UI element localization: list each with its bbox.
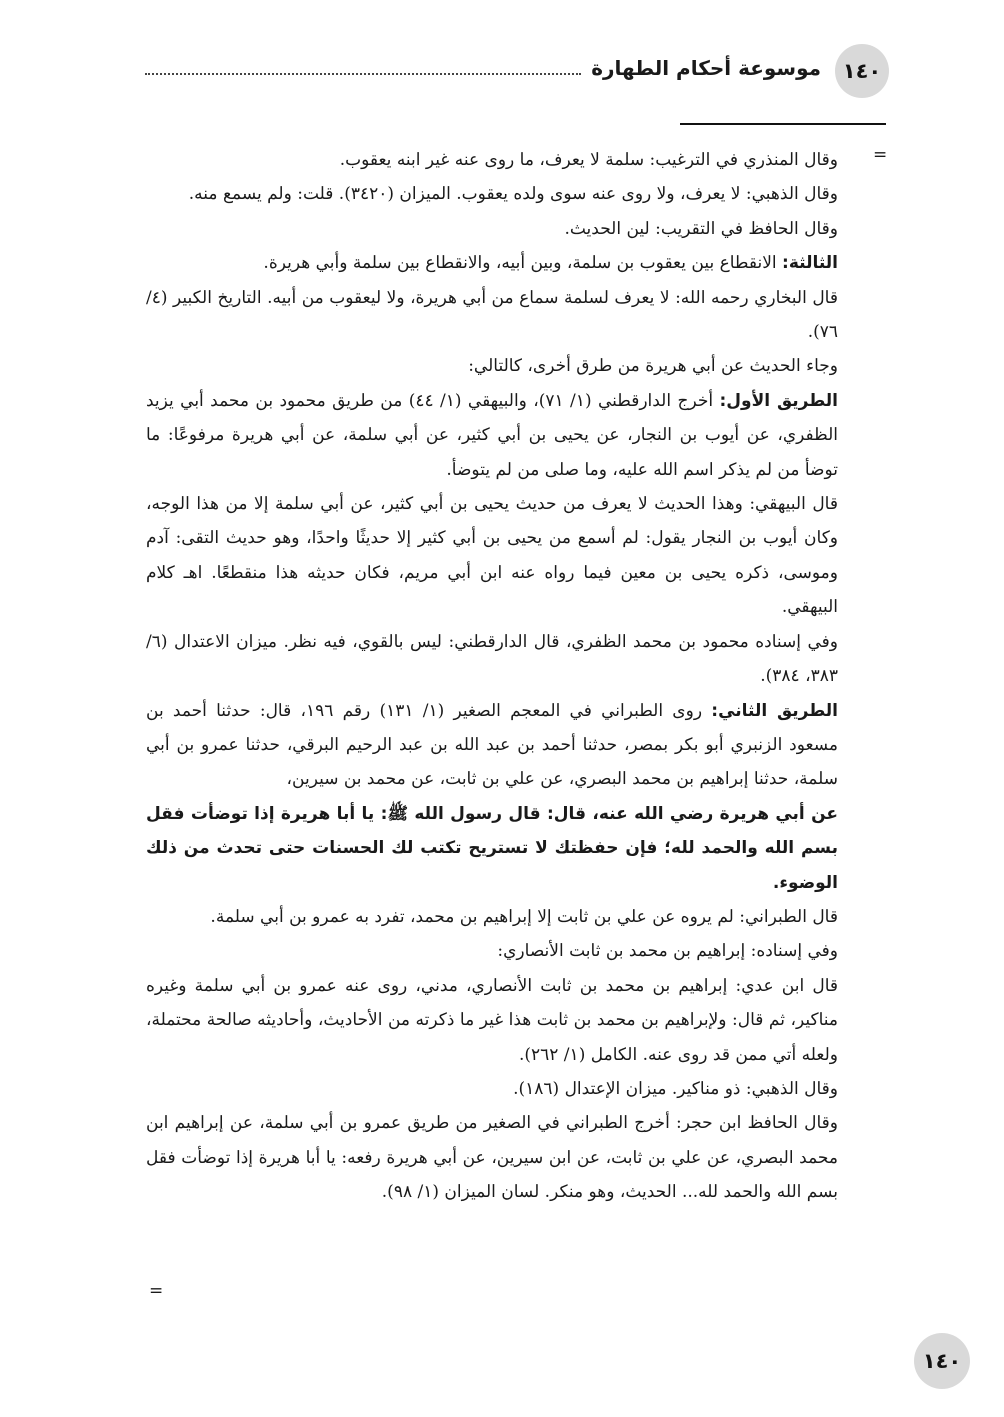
paragraph-text: قال الطبراني: لم يروه عن علي بن ثابت إلا إبراهيم بن محمد، تفرد به عمرو بن أبي سلمة. xyxy=(210,906,838,927)
paragraph xyxy=(146,694,838,797)
footer-page-number: ١٤٠ xyxy=(922,1349,962,1373)
paragraph-text: وقال الحافظ في التقريب: لين الحديث. xyxy=(564,218,838,239)
paragraph xyxy=(146,384,838,487)
running-header xyxy=(145,48,831,88)
paragraph xyxy=(146,177,838,211)
paragraph xyxy=(146,625,838,694)
paragraph xyxy=(146,900,838,934)
paragraph xyxy=(146,212,838,246)
paragraph-text: وقال الذهبي: ذو مناكير. ميزان الإعتدال (١٨٦). xyxy=(513,1078,838,1099)
paragraph-text: الانقطاع بين يعقوب بن سلمة، وبين أبيه، والانقطاع بين سلمة وأبي هريرة. xyxy=(263,253,783,274)
footnote-separator-rule xyxy=(680,123,886,125)
paragraph-text: أخرج الدارقطني (١/ ٧١)، والبيهقي (١/ ٤٤) من طريق محمود بن محمد أبي يزيد الظفري، عن أيوب بن النجار، عن يحيى بن أبي كثير، عن أبي سلمة، عن أبي هريرة مرفوعًا: ما توضأ من لم يذكر اسم الله عليه، وما صلى من لم يتوضأ. xyxy=(146,390,838,480)
footer-page-number-badge xyxy=(914,1333,970,1389)
paragraph-lead: الطريق الأول: xyxy=(719,390,838,411)
paragraph-text: قال البخاري رحمه الله: لا يعرف لسلمة سماع من أبي هريرة، ولا ليعقوب من أبيه. التاريخ الكبير (٤/ ٧٦). xyxy=(146,287,838,343)
continuation-mark-start: = xyxy=(873,145,888,165)
paragraph xyxy=(146,281,838,350)
paragraph xyxy=(146,487,838,625)
paragraph xyxy=(146,934,838,968)
paragraph-lead: الطريق الثاني: xyxy=(711,700,838,721)
paragraph-text: روى الطبراني في المعجم الصغير (١/ ١٣١) رقم ١٩٦، قال: حدثنا أحمد بن مسعود الزنبري أبو بكر بمصر، حدثنا أحمد بن عبد الله بن عبد الرحيم البرقي، حدثنا عمرو بن أبي سلمة، حدثنا إبراهيم بن محمد البصري، عن علي بن ثابت، عن محمد بن سيرين، xyxy=(146,700,838,790)
paragraph xyxy=(146,246,838,280)
footnote-body xyxy=(146,143,838,1313)
paragraph xyxy=(146,349,838,383)
paragraph-text: وفي إسناده محمود بن محمد الظفري، قال الدارقطني: ليس بالقوي، فيه نظر. ميزان الاعتدال (٦/ ٣٨٣، ٣٨٤). xyxy=(146,631,838,687)
paragraph-lead: عن أبي هريرة رضي الله عنه، قال: قال رسول الله ﷺ: يا أبا هريرة إذا توضأت فقل بسم الله والحمد لله؛ فإن حفظتك لا تستريح تكتب لك الحسنات حتى تحدث من ذلك الوضوء. xyxy=(146,803,838,893)
paragraph xyxy=(146,797,838,900)
paragraph xyxy=(146,143,838,177)
paragraph xyxy=(146,969,838,1072)
paragraph-lead: الثالثة: xyxy=(782,253,838,274)
page-number: ١٤٠ xyxy=(842,59,882,83)
paragraph-text: قال ابن عدي: إبراهيم بن محمد بن ثابت الأنصاري، مدني، روى عنه عمرو بن أبي سلمة وغيره مناكير، ثم قال: ولإبراهيم بن محمد بن ثابت هذا غير ما ذكرته من الأحاديث، وأحاديثه صالحة محتملة، ولعله أتي ممن قد روى عنه. الكامل (١/ ٢٦٢). xyxy=(146,975,838,1065)
paragraph-text: وفي إسناده: إبراهيم بن محمد بن ثابت الأنصاري: xyxy=(497,941,838,962)
paragraph-text: وقال الذهبي: لا يعرف، ولا روى عنه سوى ولده يعقوب. الميزان (٣٤٢٠). قلت: ولم يسمع منه. xyxy=(188,184,838,205)
paragraph-text: وقال المنذري في الترغيب: سلمة لا يعرف، ما روى عنه غير ابنه يعقوب. xyxy=(339,150,838,170)
paragraph-text: قال البيهقي: وهذا الحديث لا يعرف من حديث يحيى بن أبي كثير، عن أبي سلمة إلا من هذا الوجه، وكان أيوب بن النجار يقول: لم أسمع من يحيى بن أبي كثير إلا حديثًا واحدًا، وهو حديث التقى: آدم وموسى، ذكره يحيى بن معين فيما رواه عنه ابن أبي مريم، فكان حديثه هذا منقطعًا. اهـ كلام البيهقي. xyxy=(146,494,838,618)
continuation-mark-end: = xyxy=(149,1281,164,1301)
page-number-badge xyxy=(835,44,889,98)
dotted-leader xyxy=(145,73,581,75)
paragraph-text: وقال الحافظ ابن حجر: أخرج الطبراني في الصغير من طريق عمرو بن أبي سلمة، عن إبراهيم ابن محمد البصري، عن علي بن ثابت، عن ابن سيرين، عن أبي هريرة رفعه: يا أبا هريرة إذا توضأت فقل بسم الله والحمد لله... الحديث، وهو منكر. لسان الميزان (١/ ٩٨). xyxy=(146,1113,838,1203)
running-title: موسوعة أحكام الطهارة xyxy=(591,56,821,80)
paragraph xyxy=(146,1106,838,1209)
paragraph xyxy=(146,1072,838,1106)
paragraph-text: وجاء الحديث عن أبي هريرة من طرق أخرى، كالتالي: xyxy=(468,356,838,377)
